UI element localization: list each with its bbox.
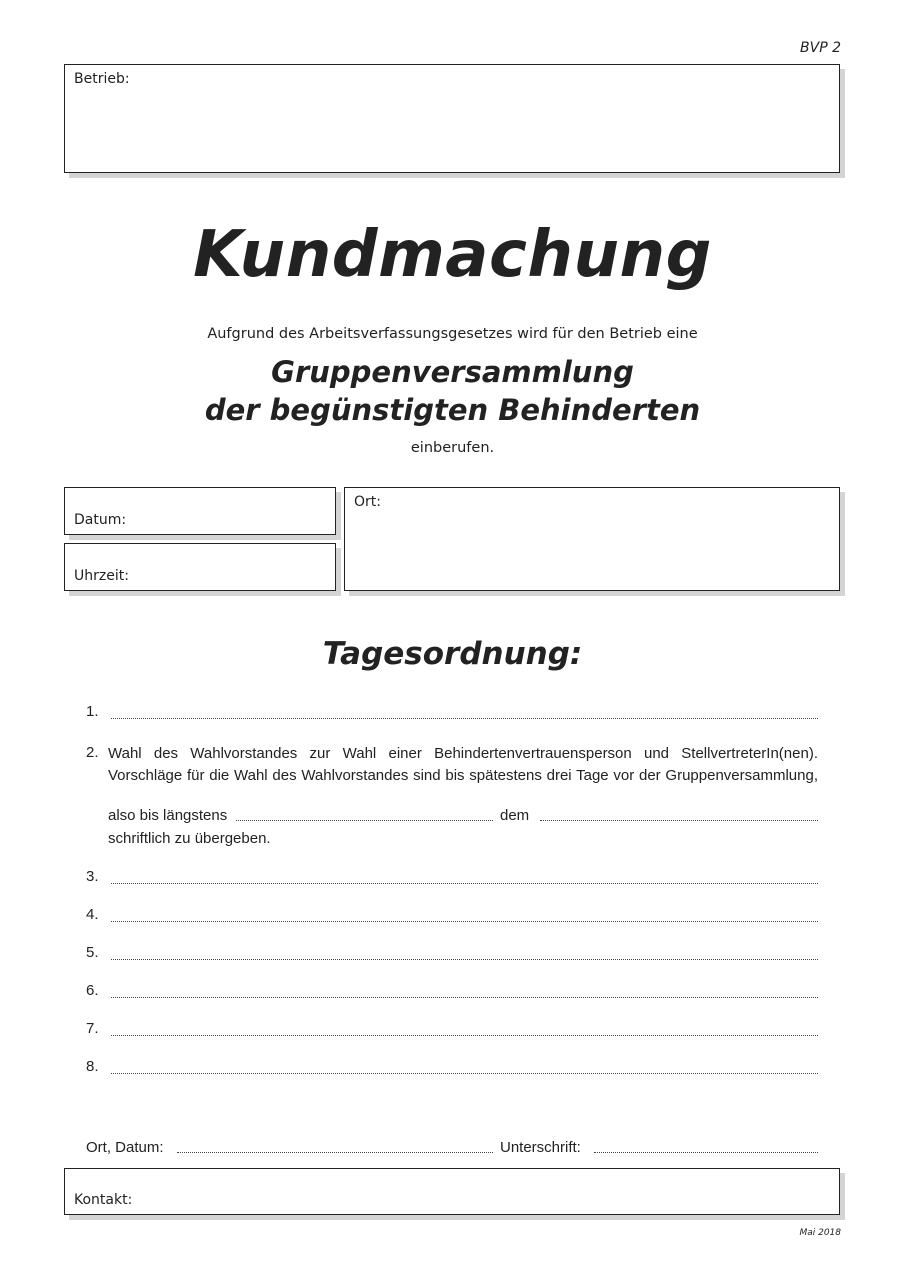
sign-place-label: Ort, Datum: xyxy=(86,1139,164,1156)
agenda-item-3[interactable] xyxy=(86,868,818,888)
agenda-title: Tagesordnung: xyxy=(322,636,583,672)
agenda-item-number: 4. xyxy=(86,906,99,923)
betrieb-label: Betrieb: xyxy=(74,71,130,87)
sign-place-line[interactable] xyxy=(177,1152,493,1153)
deadline-recipient-line[interactable] xyxy=(540,820,818,821)
agenda-item-1[interactable] xyxy=(86,703,818,723)
fill-in-line[interactable] xyxy=(111,1073,818,1074)
fill-in-line[interactable] xyxy=(111,883,818,884)
betrieb-field[interactable] xyxy=(64,64,840,173)
subtitle-line2: der begünstigten Behinderten xyxy=(204,393,701,427)
fill-in-line[interactable] xyxy=(111,959,818,960)
fill-in-line[interactable] xyxy=(111,921,818,922)
signature-label: Unterschrift: xyxy=(500,1139,581,1156)
ort-field[interactable] xyxy=(344,487,840,591)
agenda-item-2-line2: Vorschläge für die Wahl des Wahlvorstandes sind bis spätestens drei Tage vor der Gruppenversammlung, xyxy=(108,767,818,784)
datum-field[interactable] xyxy=(64,487,336,535)
agenda-item-5[interactable] xyxy=(86,944,818,964)
subtitle-line1: Gruppenversammlung xyxy=(271,355,634,389)
agenda-item-2-line1: Wahl des Wahlvorstandes zur Wahl einer Behindertenvertrauensperson und StellvertreterIn(nen). xyxy=(108,745,818,762)
page-title: Kundmachung xyxy=(193,218,712,292)
agenda-item-8[interactable] xyxy=(86,1058,818,1078)
outro-text: einberufen. xyxy=(410,440,495,456)
fill-in-line[interactable] xyxy=(111,997,818,998)
kontakt-field[interactable] xyxy=(64,1168,840,1215)
agenda-item-number: 3. xyxy=(86,868,99,885)
ort-label: Ort: xyxy=(354,494,381,510)
deadline-mid: dem xyxy=(500,807,530,824)
agenda-item-4[interactable] xyxy=(86,906,818,926)
agenda-item-number: 1. xyxy=(86,703,99,720)
agenda-item-2-number: 2. xyxy=(86,744,99,761)
document-code: BVP 2 xyxy=(800,40,841,56)
deadline-date-line[interactable] xyxy=(236,820,493,821)
uhrzeit-field[interactable] xyxy=(64,543,336,591)
footer-date: Mai 2018 xyxy=(799,1228,841,1238)
fill-in-line[interactable] xyxy=(111,1035,818,1036)
agenda-item-number: 7. xyxy=(86,1020,99,1037)
agenda-item-6[interactable] xyxy=(86,982,818,1002)
fill-in-line[interactable] xyxy=(111,718,818,719)
datum-label: Datum: xyxy=(74,512,127,528)
deadline-prefix: also bis längstens xyxy=(108,807,228,824)
kontakt-label: Kontakt: xyxy=(74,1192,133,1208)
agenda-item-number: 8. xyxy=(86,1058,99,1075)
agenda-item-7[interactable] xyxy=(86,1020,818,1040)
agenda-item-number: 6. xyxy=(86,982,99,999)
uhrzeit-label: Uhrzeit: xyxy=(74,568,129,584)
agenda-item-2-line4: schriftlich zu übergeben. xyxy=(108,830,271,847)
intro-text: Aufgrund des Arbeitsverfassungsgesetzes wird für den Betrieb eine xyxy=(207,326,698,342)
signature-line[interactable] xyxy=(594,1152,818,1153)
agenda-item-number: 5. xyxy=(86,944,99,961)
